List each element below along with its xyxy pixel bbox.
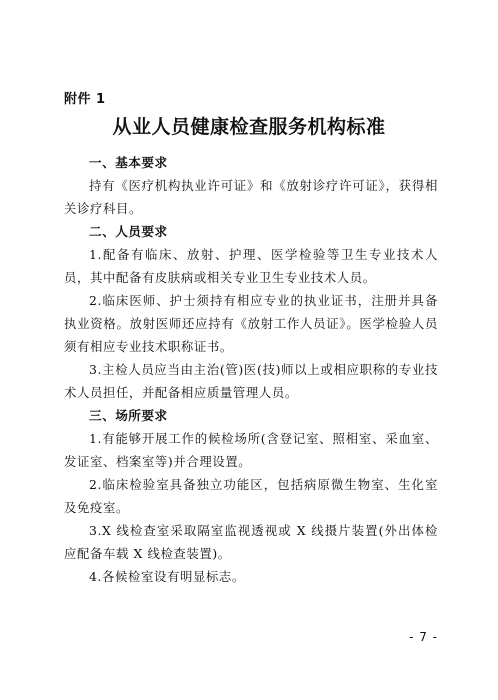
paragraph: 2.临床检验室具备独立功能区，包括病原微生物室、生化室及免疫室。 [64, 477, 438, 515]
document-body [64, 151, 438, 588]
section-heading-facilities: 三、场所要求 [89, 408, 168, 423]
section-heading-basic: 一、基本要求 [89, 155, 168, 170]
attachment-label: 附件 1 [64, 92, 106, 107]
section-heading-personnel: 二、人员要求 [89, 224, 168, 239]
paragraph: 1.有能够开展工作的候检场所(含登记室、照相室、采血室、发证室、档案室等)并合理设置。 [64, 431, 438, 469]
paragraph: 1.配备有临床、放射、护理、医学检验等卫生专业技术人员，其中配备有皮肤病或相关专业卫生专业技术人员。 [64, 247, 438, 285]
paragraph: 2.临床医师、护士须持有相应专业的执业证书，注册并具备执业资格。放射医师还应持有《放射工作人员证》。医学检验人员须有相应专业技术职称证书。 [64, 293, 438, 354]
paragraph: 4.各候检室设有明显标志。 [89, 569, 245, 584]
page-number: - 7 - [409, 630, 438, 644]
paragraph: 3.X 线检查室采取隔室监视透视或 X 线摄片装置(外出体检应配备车载 X 线检查装置)。 [64, 523, 438, 561]
document-title: 从业人员健康检查服务机构标准 [112, 116, 386, 138]
paragraph: 3.主检人员应当由主治(管)医(技)师以上或相应职称的专业技术人员担任，并配备相应质量管理人员。 [64, 362, 438, 400]
paragraph: 持有《医疗机构执业许可证》和《放射诊疗许可证》，获得相关诊疗科目。 [64, 178, 438, 216]
